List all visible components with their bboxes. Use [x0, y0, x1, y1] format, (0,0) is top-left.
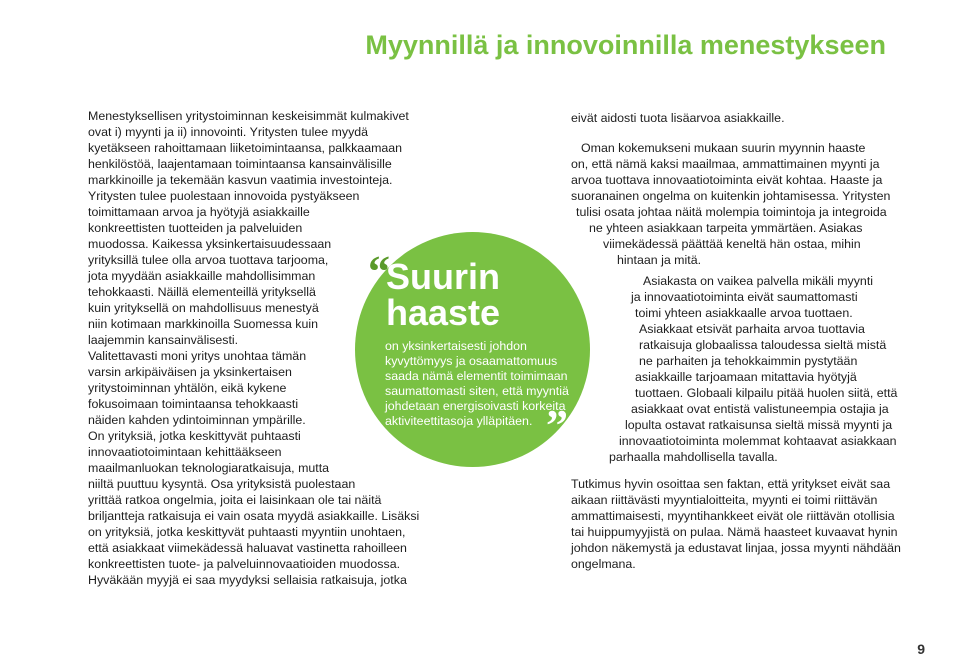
pull-quote-line: saada nämä elementit toimimaan — [385, 369, 568, 383]
text-line: maailmanluokan teknologiaratkaisuja, mutta — [88, 461, 330, 475]
text-line: niiltä puuttuu kysyntä. Osa yrityksistä puolestaan — [88, 477, 356, 491]
text-line: niin kotimaan markkinoilla Suomessa kuin — [88, 317, 319, 331]
text-line: konkreettisten tuotteiden ja palveluiden — [88, 221, 303, 235]
text-line: jota myydään asiakkaille mahdollisimman — [88, 269, 316, 283]
text-line: tuottaen. Globaali kilpailu pitää huolen siitä, että — [635, 386, 898, 400]
text-line: ne yhteen asiakkaan tarpeita ymmärtäen. Asiakas — [589, 221, 863, 235]
text-line: muodossa. Kaikessa yksinkertaisuudessaan — [88, 237, 332, 251]
text-line: fokusoimaan toimintaansa tehokkaasti — [88, 397, 299, 411]
text-line: Menestyksellisen yritystoiminnan keskeisimmät kulmakivet — [88, 109, 409, 123]
text-line: briljantteja ratkaisuja ei vain osata myydä asiakkaille. Lisäksi — [88, 509, 420, 523]
text-line: suoranainen ongelma on kuitenkin johtamisessa. Yritysten — [571, 189, 891, 203]
text-line: henkilöstöä, laajentamaan toimintaansa kansainvälisille — [88, 157, 392, 171]
page-title: Myynnillä ja innovoinnilla menestykseen — [365, 30, 886, 60]
text-line: yritystoiminnan yhtälön, eikä kykene — [88, 381, 287, 395]
text-line: Valitettavasti moni yritys unohtaa tämän — [88, 349, 307, 363]
text-line: On yrityksiä, jotka keskittyvät puhtaasti — [88, 429, 301, 443]
text-line: hintaan ja mitä. — [617, 253, 702, 267]
text-line: on yrityksiä, jotka keskittyvät puhtaasti myyntiin unohtaen, — [88, 525, 406, 539]
text-line: aikaan riittävästi myyntialoitteita, myynti ei toimi riittävän — [571, 493, 878, 507]
text-line: konkreettisten tuote- ja palveluinnovaatioiden muodossa. — [88, 557, 401, 571]
text-line: Tutkimus hyvin osoittaa sen faktan, että yritykset eivät saa — [571, 477, 891, 491]
text-line: tulisi osata johtaa näitä molempia toimintoja ja integroida — [576, 205, 887, 219]
pull-quote-line: on yksinkertaisesti johdon — [385, 339, 527, 353]
text-line: ammattimaisesti, myyntihankkeet eivät ole riittävän otollisia — [571, 509, 895, 523]
text-line: eivät aidosti tuota lisäarvoa asiakkaille. — [571, 111, 785, 125]
text-line: arvoa tuottava innovaatiotoiminta eivät kohtaa. Haaste ja — [571, 173, 883, 187]
text-line: ratkaisuja globaalissa taloudessa sieltä mistä — [639, 338, 887, 352]
pull-quote-line: kyvyttömyys ja osaamattomuus — [385, 354, 558, 368]
pull-quote-body — [385, 339, 569, 429]
text-line: asiakkaille tarjoamaan mitattavia hyötyjä — [635, 370, 857, 384]
pull-quote-heading — [386, 256, 501, 333]
text-line: Oman kokemukseni mukaan suurin myynnin haaste — [581, 141, 866, 155]
text-line: kyetäkseen rahoittamaan liiketoimintaansa, palkkaamaan — [88, 141, 403, 155]
text-line: on, että nämä kaksi maailmaa, ammattimainen myynti ja — [571, 157, 880, 171]
close-quote-mark: ” — [546, 401, 568, 450]
text-line: toimittamaan arvoa ja hyötyjä asiakkaille — [88, 205, 310, 219]
text-line: tai huippumyyjistä on pulaa. Nämä haasteet kuvaavat hynin — [571, 525, 898, 539]
text-line: viimekädessä päättää keneltä hän ostaa, mihin — [603, 237, 861, 251]
text-line: ovat i) myynti ja ii) innovointi. Yritysten tulee myydä — [88, 125, 369, 139]
text-line: näiden kahden ydintoiminnan ympärille. — [88, 413, 306, 427]
text-line: kuin yrityksellä on mahdollisuus menestyä — [88, 301, 319, 315]
text-line: yrittää ratkoa ongelmia, joita ei laisinkaan ole tai näitä — [88, 493, 382, 507]
text-line: että asiakkaat viimekädessä haluavat vastinetta rahoilleen — [88, 541, 407, 555]
pull-quote-line: aktiviteettitasoja ylläpitäen. — [385, 414, 533, 428]
pull-quote-heading-line: haaste — [386, 292, 501, 333]
pull-quote-line: johdetaan energisoivasti korkeita — [385, 399, 566, 413]
text-line: toimi yhteen asiakkaalle arvoa tuottaen. — [635, 306, 853, 320]
right-column-paragraph-2 — [571, 140, 890, 268]
text-line: innovaatiotoiminta molemmat kohtaavat asiakkaan — [619, 434, 897, 448]
text-line: innovaatiotoimintaan kehittääkseen — [88, 445, 282, 459]
text-line: asiakkaat ovat entistä valistuneempia ostajia ja — [631, 402, 889, 416]
right-column-paragraph-4 — [571, 476, 901, 572]
pull-quote-line: saumattomasti siten, että myyntiä — [385, 384, 569, 398]
text-line: laajemmin kansainvälisesti. — [88, 333, 239, 347]
text-line: yrityksillä tulee olla arvoa tuottava tarjooma, — [88, 253, 329, 267]
right-column-paragraph-1 — [571, 110, 785, 126]
text-line: johdon näkemystä ja edustavat linjaa, jossa myynti nähdään — [571, 541, 901, 555]
page-number: 9 — [917, 641, 925, 657]
right-column-paragraph-3 — [571, 273, 897, 465]
text-line: tehokkaasti. Näillä elementeillä yrityksellä — [88, 285, 316, 299]
text-line: ja innovaatiotoiminta eivät saumattomasti — [631, 290, 858, 304]
text-line: lopulta ostavat ratkaisunsa sieltä missä myynti ja — [625, 418, 893, 432]
open-quote-mark: “ — [368, 247, 390, 296]
text-line: markkinoille ja tekemään kasvun vaatimia investointeja. — [88, 173, 393, 187]
text-line: Hyväkään myyjä ei saa myydyksi sellaisia ratkaisuja, jotka — [88, 573, 407, 587]
text-line: parhaalla mahdollisella tavalla. — [609, 450, 778, 464]
text-line: ongelmana. — [571, 557, 636, 571]
text-line: Asiakasta on vaikea palvella mikäli myynti — [643, 274, 874, 288]
pull-quote-heading-line: Suurin — [386, 256, 500, 297]
text-line: Yritysten tulee puolestaan innovoida pystyäkseen — [88, 189, 360, 203]
text-line: Asiakkaat etsivät parhaita arvoa tuottavia — [639, 322, 865, 336]
text-line: varsin arkipäiväisen ja yksinkertaisen — [88, 365, 292, 379]
text-line: ne parhaiten ja tehokkaimmin pystytään — [639, 354, 858, 368]
